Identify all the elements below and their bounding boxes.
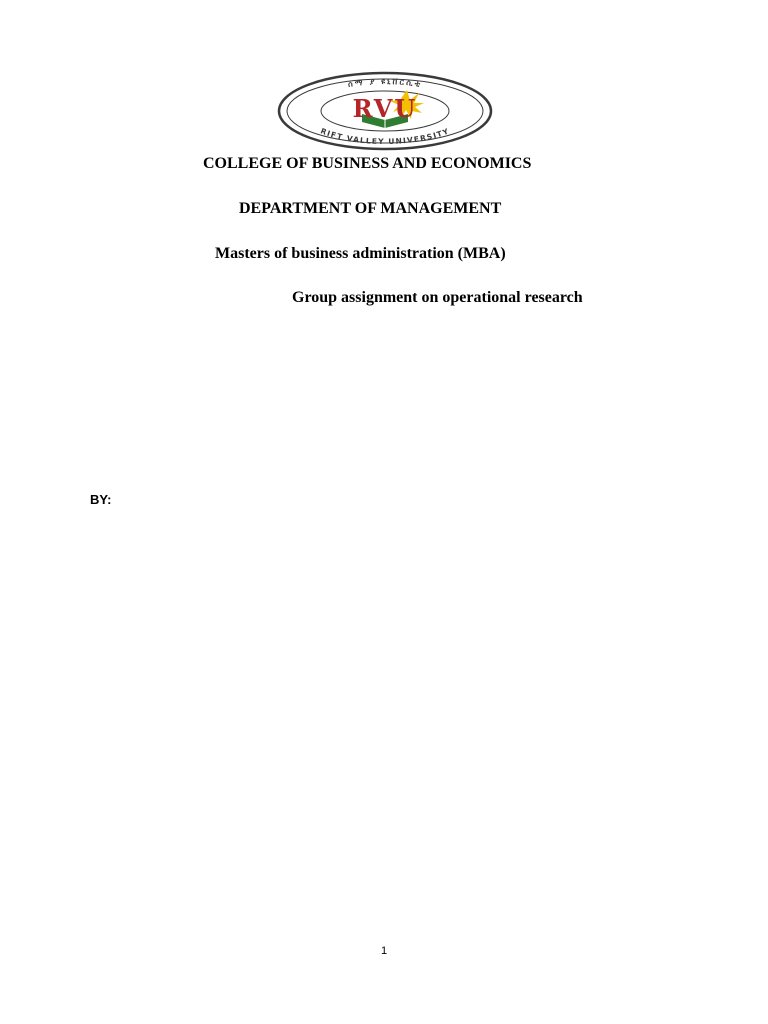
university-seal-icon [276,70,494,152]
program-heading: Masters of business administration (MBA) [215,245,506,262]
logo-bottom-text: RIFT VALLEY UNIVERSITY [319,126,451,147]
college-heading: COLLEGE OF BUSINESS AND ECONOMICS [203,155,532,172]
assignment-title: Group assignment on operational research [292,289,583,306]
page-number: 1 [380,945,388,957]
by-label: BY: [90,492,112,507]
logo-top-text: ሰማ ያ ዩኒቨርሲቲ [347,76,423,89]
university-logo [276,70,494,152]
logo-monogram: RVU [352,94,418,123]
department-heading: DEPARTMENT OF MANAGEMENT [239,200,502,217]
